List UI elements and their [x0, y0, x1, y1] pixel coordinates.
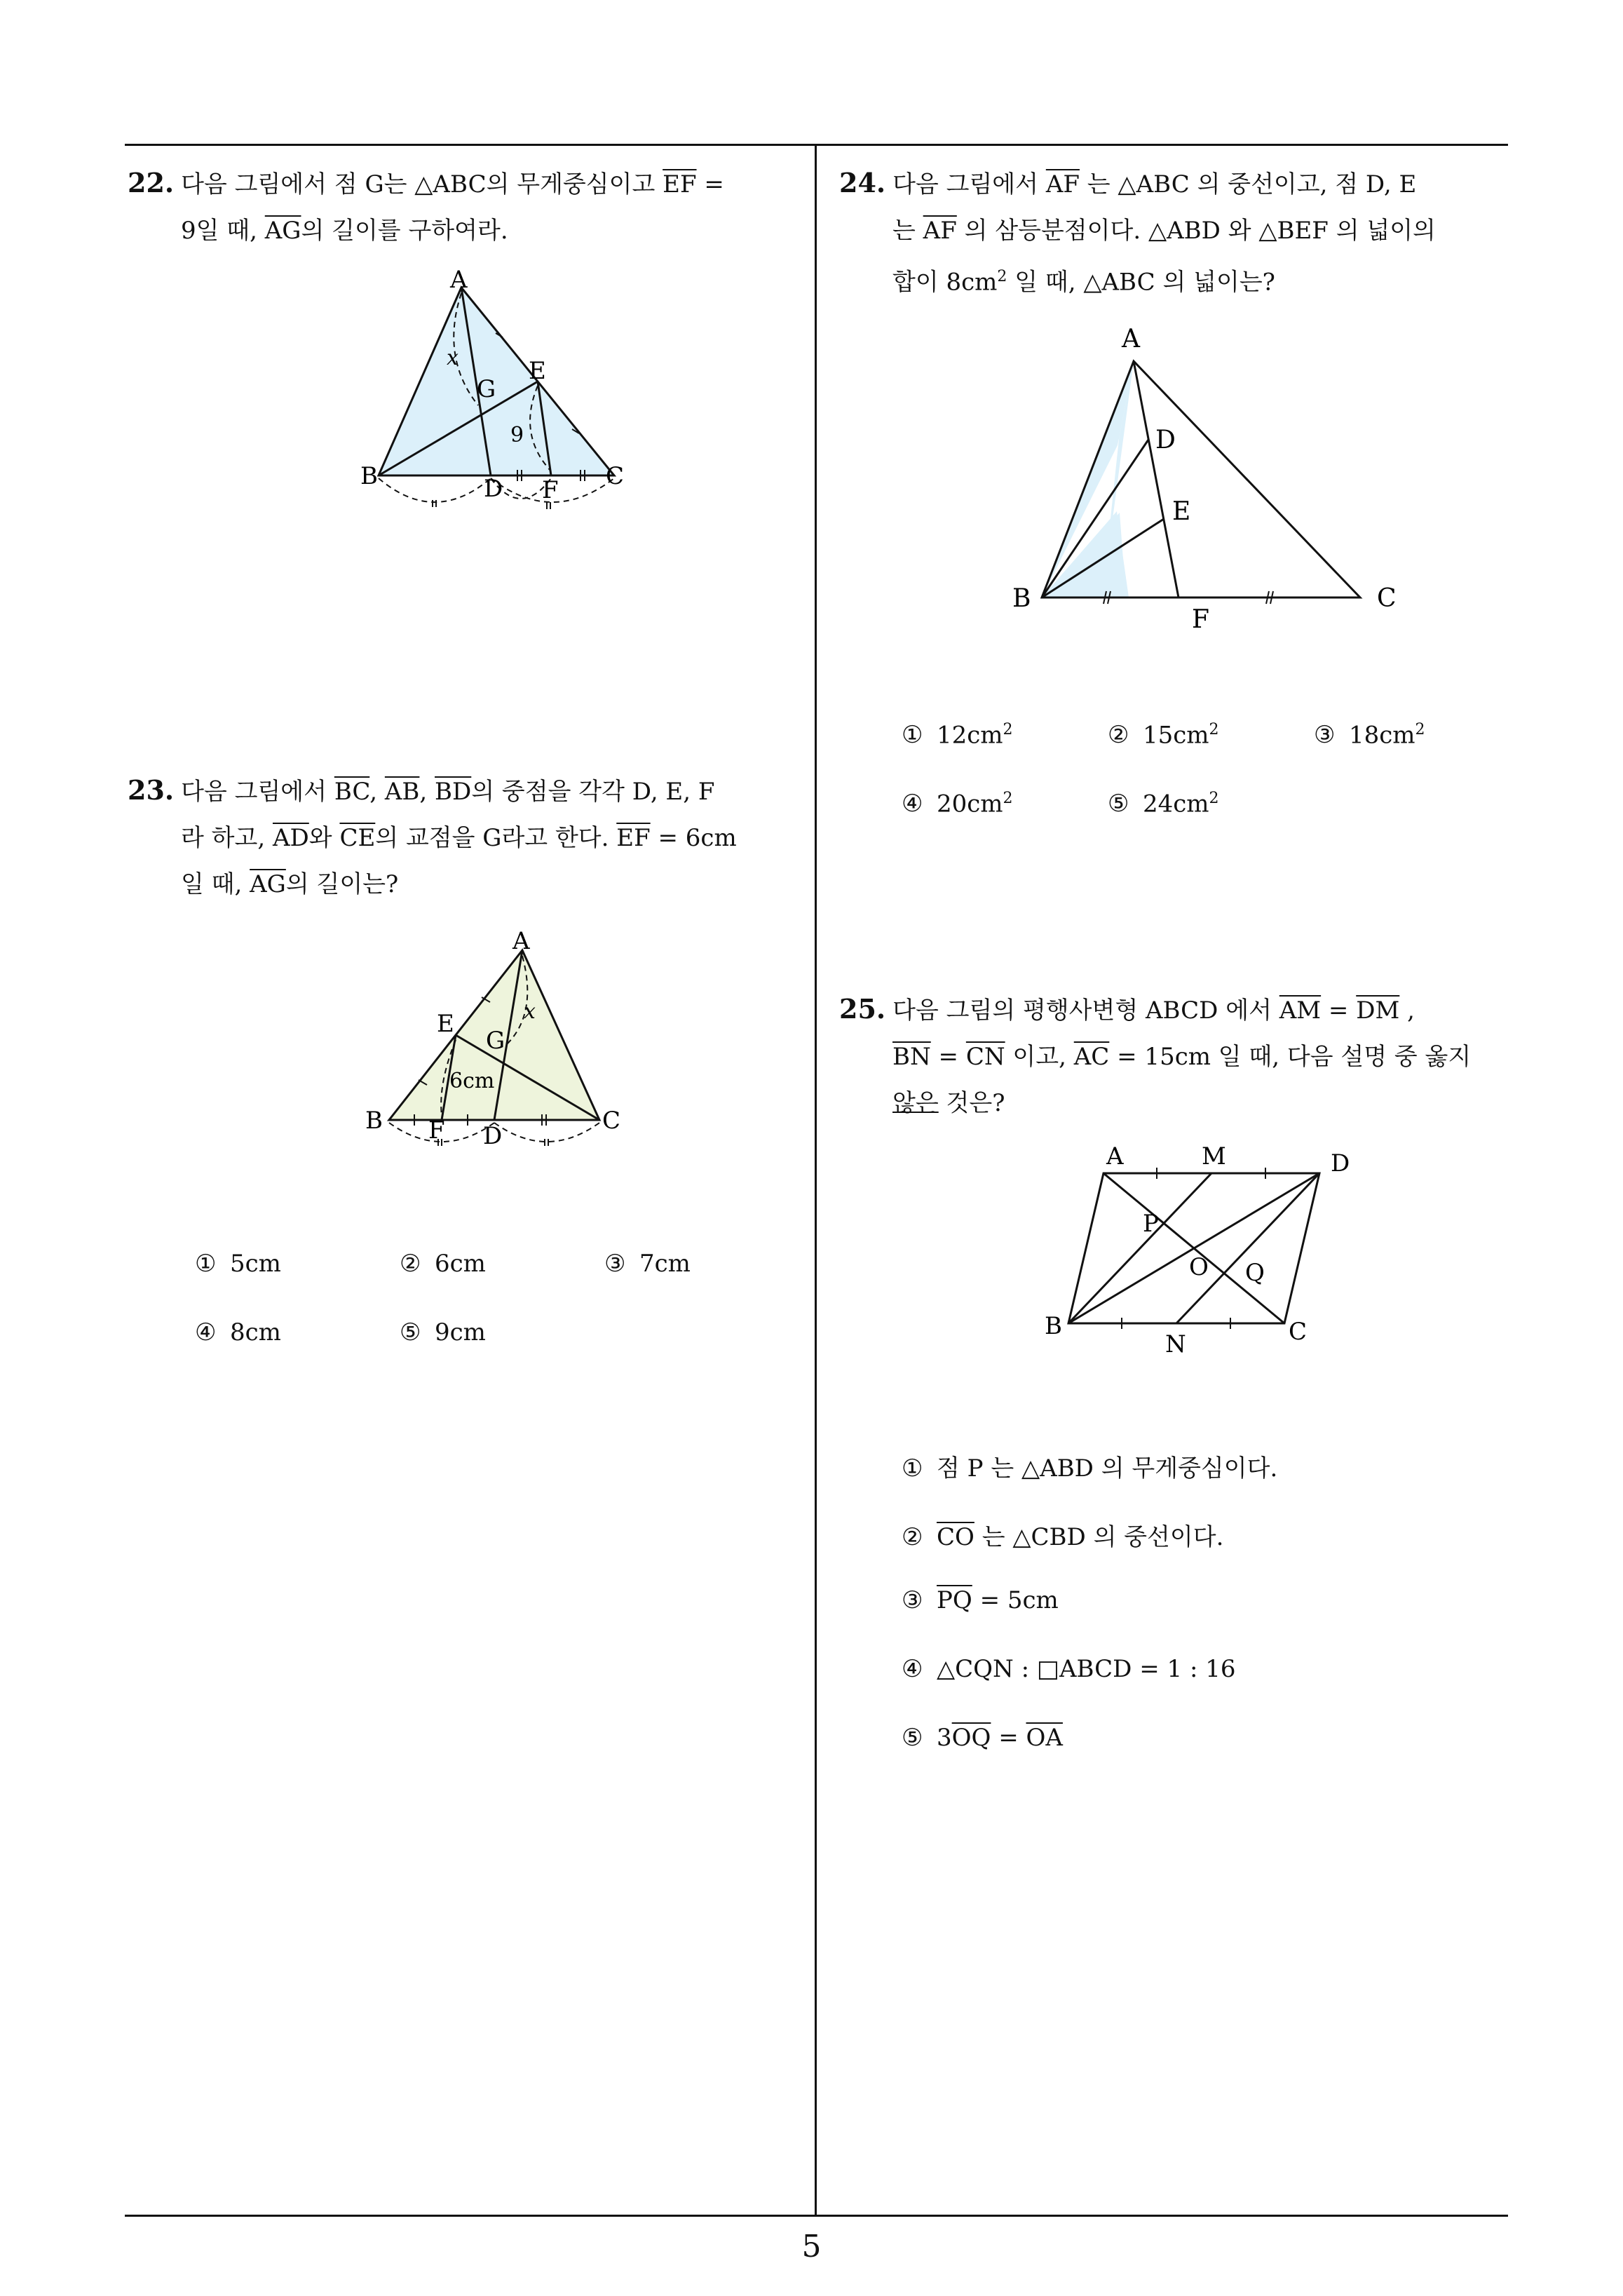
q25-choice-4[interactable]: ④ △CQN : □ABCD = 1 : 16 [902, 1655, 1236, 1683]
q23-choice-3[interactable]: ③ 7cm [604, 1250, 691, 1278]
q23-label-b: B [365, 1107, 383, 1135]
q22-label-a: A [450, 266, 468, 294]
question-23 [128, 767, 801, 907]
question-24 [839, 160, 1512, 305]
q22-number: 22. [128, 167, 175, 198]
q23-choice-4[interactable]: ④ 8cm [195, 1318, 281, 1346]
q23-label-a: A [512, 927, 530, 955]
q23-label-x: x [524, 999, 536, 1024]
q25-line-2: $\overline{BN} = \overline{CN}$ 이고, $\overline{AC} = 15cm$ 일 때, 다음 설명 중 옳지 [892, 1043, 1472, 1071]
q25-number: 25. [839, 993, 886, 1025]
q24-label-f: F [1192, 605, 1209, 634]
q25-label-c: C [1289, 1318, 1308, 1346]
q25-choice-3[interactable]: ③ $\overline{PQ} = 5cm$ [902, 1586, 1059, 1614]
page-number: 5 [801, 2229, 822, 2264]
question-25 [839, 986, 1512, 1126]
q25-label-d: D [1331, 1149, 1350, 1177]
q24-label-d: D [1155, 426, 1176, 454]
q23-label-d: D [483, 1122, 503, 1150]
q25-choice-1[interactable]: ① 점 P 는 △ABD 의 무게중심이다. [902, 1454, 1278, 1483]
q25-label-b: B [1045, 1312, 1062, 1340]
q24-choice-1[interactable]: ① $12cm^2$ [902, 721, 1013, 750]
q25-label-q: Q [1245, 1259, 1265, 1287]
q25-choice-2[interactable]: ② $\overline{CO}$ 는 △CBD 의 중선이다. [902, 1523, 1224, 1551]
q23-line-3: 일 때, $\overline{AG}$의 길이는? [181, 870, 399, 898]
q25-figure [1045, 1143, 1374, 1368]
q25-label-o: O [1189, 1253, 1209, 1281]
q25-choice-5[interactable]: ⑤ $3\overline{OQ} = \overline{OA}$ [902, 1724, 1063, 1752]
q24-choice-3[interactable]: ③ $18cm^2$ [1314, 721, 1425, 750]
q25-line-1: 25. 다음 그림의 평행사변형 ABCD 에서 $\overline{AM} = \overline{DM}$ , [839, 993, 1415, 1025]
q22-label-g: G [477, 375, 496, 403]
q22-line-2: 9일 때, $\overline{AG}$의 길이를 구하여라. [181, 217, 508, 245]
q24-label-a: A [1122, 325, 1140, 353]
q22-label-b: B [360, 462, 378, 490]
q23-label-6cm: 6cm [449, 1069, 495, 1093]
q24-line-1: 24. 다음 그림에서 $\overline{AF}$ 는 △ABC 의 중선이고, 점 D, E [839, 167, 1417, 198]
q23-figure [361, 929, 641, 1168]
q23-label-e: E [437, 1010, 454, 1038]
q24-label-b: B [1012, 584, 1031, 613]
q22-label-9: 9 [510, 423, 524, 447]
q24-choice-5[interactable]: ⑤ $24cm^2$ [1108, 790, 1219, 818]
q23-label-g: G [486, 1027, 505, 1055]
q23-label-c: C [602, 1107, 621, 1135]
q24-line-2: 는 $\overline{AF}$ 의 삼등분점이다. △ABD 와 △BEF 의 넓이의 [892, 217, 1436, 245]
q24-figure [1003, 319, 1416, 642]
q23-line-1: 23. 다음 그림에서 $\overline{BC}$, $\overline{AB}$, $\overline{BD}$의 중점을 각각 D, E, F [128, 774, 715, 806]
q25-label-n: N [1165, 1330, 1186, 1358]
q24-label-e: E [1172, 497, 1191, 526]
q22-label-d: D [484, 475, 503, 503]
q25-line-3: 않은 것은? [892, 1089, 1005, 1117]
q22-line-1: 22. 다음 그림에서 점 G는 △ABC의 무게중심이고 $\overline{EF}$ = [128, 167, 724, 198]
q23-choice-1[interactable]: ① 5cm [195, 1250, 281, 1278]
question-22 [128, 160, 801, 254]
q23-choice-2[interactable]: ② 6cm [400, 1250, 486, 1278]
q24-choice-2[interactable]: ② $15cm^2$ [1108, 721, 1219, 750]
q24-label-c: C [1377, 584, 1397, 613]
q22-label-c: C [606, 462, 625, 490]
q23-line-2: 라 하고, $\overline{AD}$와 $\overline{CE}$의 교점을 G라고 한다. $\overline{EF} = 6cm$ [181, 824, 737, 852]
q22-label-f: F [542, 476, 559, 504]
q22-label-x: x [447, 346, 459, 370]
q24-line-3: 합이 $8cm^2$ 일 때, △ABC 의 넓이는? [892, 268, 1275, 297]
q23-label-f: F [428, 1116, 445, 1144]
q23-number: 23. [128, 774, 175, 806]
q25-label-m: M [1202, 1142, 1226, 1170]
q25-label-a: A [1106, 1142, 1124, 1170]
q23-choice-5[interactable]: ⑤ 9cm [400, 1318, 486, 1346]
q24-number: 24. [839, 167, 886, 198]
q25-label-p: P [1143, 1210, 1159, 1238]
column-divider [815, 144, 817, 2216]
q22-figure [351, 266, 659, 519]
q22-label-e: E [529, 357, 546, 385]
bottom-rule [125, 2215, 1508, 2217]
q24-choice-4[interactable]: ④ $20cm^2$ [902, 790, 1013, 818]
